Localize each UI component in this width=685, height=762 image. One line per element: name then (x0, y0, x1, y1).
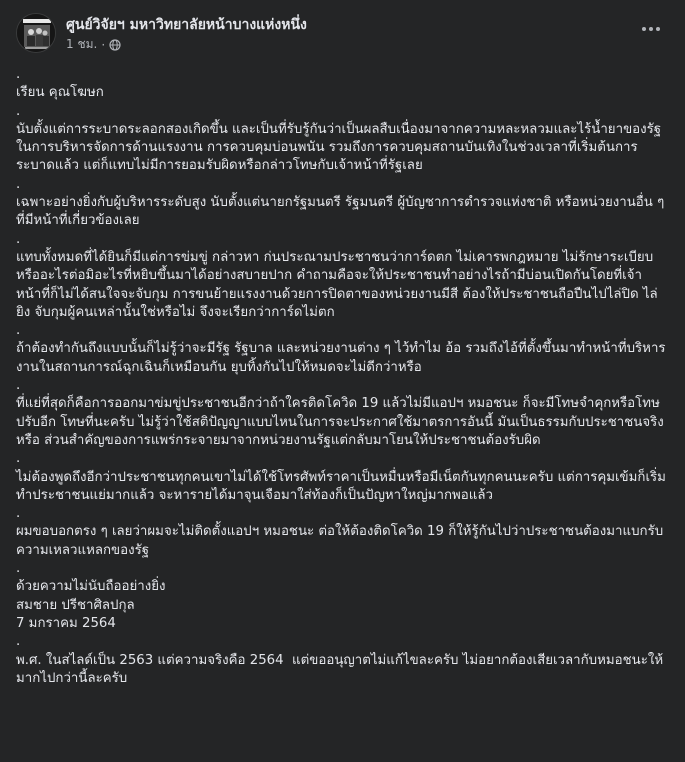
post-paragraph: ด้วยความไม่นับถืออย่างยิ่ง (16, 579, 166, 595)
more-options-button[interactable] (635, 17, 667, 41)
post-header (16, 13, 669, 53)
post-paragraph: . (16, 231, 21, 247)
post-paragraph: พ.ศ. ในสไลด์เป็น 2563 แต่ความจริงคือ 2564 แต่ขออนุญาตไม่แก้ไขละครับ ไม่อยากต้องเสียเวลากับหมอชนะให้มากไปกว่านี้ละครับ (16, 652, 664, 686)
post-paragraph: . (16, 103, 21, 119)
post-paragraph: สมชาย ปรีชาศิลปกุล (16, 597, 135, 613)
post-paragraph: 7 มกราคม 2564 (16, 615, 116, 631)
post-paragraph: ไม่ต้องพูดถึงอีกว่าประชาชนทุกคนเขาไม่ได้ใช้โทรศัพท์ราคาเป็นหมื่นหรือมีเน็ตกันทุกคนนะครับ แต่การคุมเข้มก็เริ่มทำประชาชนแย่มากแล้ว จะหารายได้มาจุนเจือมาใส่ท้องก็เป็นปัญหาใหญ่มากพอแล้ว (16, 469, 666, 503)
post-paragraph: เรียน คุณโฆษก (16, 85, 104, 101)
post-timestamp[interactable]: 1 ชม. (66, 37, 98, 51)
post-body (16, 66, 671, 688)
post-paragraph: . (16, 451, 21, 467)
post-paragraph: ที่แย่ที่สุดก็คือการออกมาข่มขู่ประชาชนอีกว่าถ้าใครติดโควิด 19 แล้วไม่มีแอปฯ หมอชนะ ก็จะมีโทษจำคุกหรือโทษปรับอีก โทษที่นะครับ ไม่รู้ว่าใช้สติปัญญาแบบไหนในการจะประกาศใช้มาตรการอันนี้ มันเป็นธรรมกับประชาชนจริงหรือ ส่วนสำคัญของการแพร่กระจายมาจากหน่วยงานรัฐแต่กลับมาโยนให้ประชาชนต้องรับผิด (16, 396, 664, 448)
page-name-link[interactable]: ศูนย์วิจัยฯ มหาวิทยาลัยหน้าบางแห่งหนึ่ง (66, 17, 307, 33)
more-horizontal-icon (641, 26, 661, 32)
post-paragraph: เฉพาะอย่างยิ่งกับผู้บริหารระดับสูง นับตั้งแต่นายกรัฐมนตรี รัฐมนตรี ผู้บัญชาการตำรวจแห่งชาติ หรือหน่วยงานอื่น ๆ ที่มีหน้าที่เกี่ยวข้องเลย (16, 195, 669, 229)
globe-icon[interactable] (109, 39, 121, 51)
post-paragraph: . (16, 561, 21, 577)
post-paragraph: . (16, 176, 21, 192)
page-avatar-logo (17, 14, 56, 53)
meta-separator: · (101, 37, 106, 52)
post-paragraph: . (16, 378, 21, 394)
post-paragraph: นับตั้งแต่การระบาดระลอกสองเกิดขึ้น และเป็นที่รับรู้กันว่าเป็นผลสืบเนื่องมาจากความหละหลวมและไร้น้ำยาของรัฐในการบริหารจัดการด้านแรงงาน การควบคุมบ่อนพนัน รวมถึงการควบคุมสถานบันเทิงในช่วงเวลาที่เริ่มต้นการระบาดแล้ว แต่ก็แทบไม่มีการยอมรับผิดหรือกล่าวโทษกับเจ้าหน้าที่รัฐเลย (16, 121, 662, 174)
post-paragraph: . (16, 634, 21, 650)
page-avatar[interactable] (16, 13, 56, 53)
post-meta (66, 35, 121, 54)
post-paragraph: . (16, 67, 21, 82)
post-paragraph: . (16, 323, 21, 339)
post-paragraph: ถ้าต้องทำกันถึงแบบนั้นก็ไม่รู้ว่าจะมีรัฐ รัฐบาล และหน่วยงานต่าง ๆ ไว้ทำไม อ้อ รวมถึงไอ้ที่ตั้งขึ้นมาทำหน้าที่บริหารงานในสถานการณ์ฉุกเฉินก็เหมือนกัน ยุบทิ้งกันไปให้หมดจะไม่ดีกว่าหรือ (16, 341, 666, 375)
post-paragraph: แทบทั้งหมดที่ได้ยินก็มีแต่การข่มขู่ กล่าวหา ก่นประณามประชาชนว่าการ์ดตก ไม่เคารพกฎหมาย ไม่รักษาระเบียบ หรืออะไรต่อมิอะไรที่หยิบขึ้นมาได้อย่างสบายปาก คำถามคือจะให้ประชาชนทำอย่างไรถ้ามีบ่อนเปิดกันโดยที่เจ้าหน้าที่ก็ไม่ได้สนใจจะจับกุม การขนย้ายแรงงานด้วยการปิดตาของหน่วยงานมีสี ต้องให้ประชาชนถือปืนไปไล่ปิด ไล่ยิง จับกุมผู้คนเหล่านั้นใช่หรือไม่ จึงจะเรียกว่าการ์ดไม่ตก (16, 249, 658, 320)
post-paragraph: ผมขอบอกตรง ๆ เลยว่าผมจะไม่ติดตั้งแอปฯ หมอชนะ ต่อให้ต้องติดโควิด 19 ก็ให้รู้กันไปว่าประชาชนต้องมาแบกรับความเหลวแหลกของรัฐ (16, 524, 664, 558)
post-paragraph: . (16, 506, 21, 522)
